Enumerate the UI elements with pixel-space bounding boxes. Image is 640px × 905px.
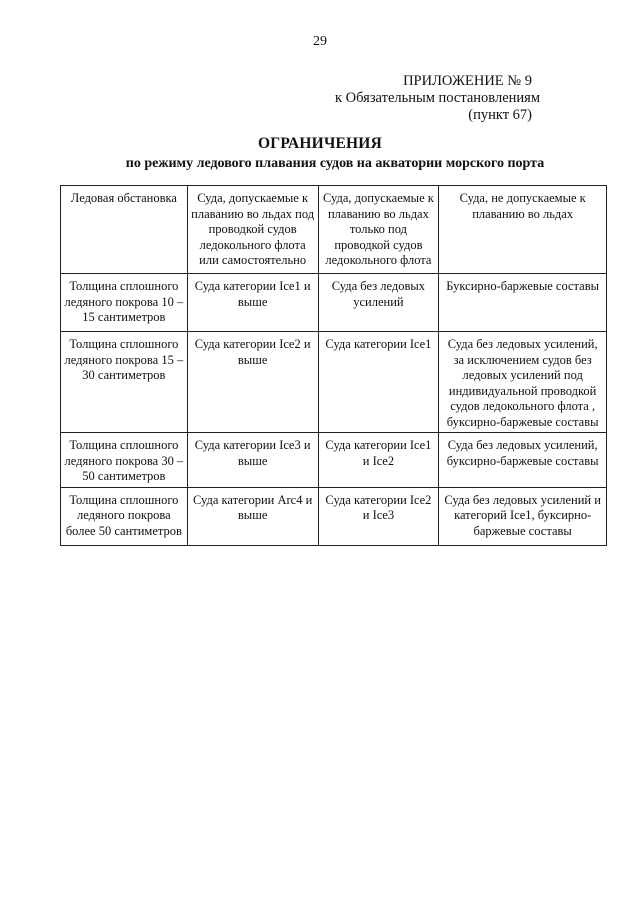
appendix-number: ПРИЛОЖЕНИЕ № 9 xyxy=(403,73,532,89)
table-cell: Суда категории Ice3 и выше xyxy=(187,433,318,488)
table-cell: Толщина сплошного ледяного покрова 30 – 50 сантиметров xyxy=(61,433,188,488)
table-cell: Толщина сплошного ледяного покрова 15 – 30 сантиметров xyxy=(61,332,188,433)
header-cell: Ледовая обстановка xyxy=(61,186,188,274)
table-cell: Суда категории Ice1 и Ice2 xyxy=(318,433,439,488)
table-cell: Суда категории Ice2 и выше xyxy=(187,332,318,433)
table-cell: Суда без ледовых усилений, буксирно-баржевые составы xyxy=(439,433,607,488)
appendix-header xyxy=(335,73,540,124)
table-cell: Суда категории Ice1 и выше xyxy=(187,274,318,332)
table-header-row xyxy=(61,186,607,274)
table-cell: Толщина сплошного ледяного покрова 10 – 15 сантиметров xyxy=(61,274,188,332)
header-cell: Суда, не допускаемые к плаванию во льдах xyxy=(439,186,607,274)
table-cell: Суда категории Arc4 и выше xyxy=(187,487,318,545)
table-cell: Суда без ледовых усилений и категорий Ice1, буксирно-баржевые составы xyxy=(439,487,607,545)
document-subtitle: по режиму ледового плавания судов на акватории морского порта xyxy=(125,156,545,171)
appendix-clause: (пункт 67) xyxy=(468,107,532,123)
table-cell: Толщина сплошного ледяного покрова более 50 сантиметров xyxy=(61,487,188,545)
appendix-reference: к Обязательным постановлениям xyxy=(335,90,540,106)
ice-restrictions-table xyxy=(60,185,607,546)
table-row xyxy=(61,332,607,433)
title-block xyxy=(0,135,640,172)
table-row xyxy=(61,274,607,332)
table-cell: Суда без ледовых усилений, за исключением судов без ледовых усилений под индивидуальной проводкой судов ледокольного флота , буксирно-баржевые составы xyxy=(439,332,607,433)
table-cell: Суда без ледовых усилений xyxy=(318,274,439,332)
header-cell: Суда, допускаемые к плаванию во льдах под проводкой судов ледокольного флота или самостоятельно xyxy=(187,186,318,274)
document-title: ОГРАНИЧЕНИЯ xyxy=(258,135,382,152)
table-cell: Буксирно-баржевые составы xyxy=(439,274,607,332)
header-cell: Суда, допускаемые к плаванию во льдах только под проводкой судов ледокольного флота xyxy=(318,186,439,274)
page-number: 29 xyxy=(313,34,327,49)
table-row xyxy=(61,433,607,488)
table-cell: Суда категории Ice1 xyxy=(318,332,439,433)
table-cell: Суда категории Ice2 и Ice3 xyxy=(318,487,439,545)
table-row xyxy=(61,487,607,545)
